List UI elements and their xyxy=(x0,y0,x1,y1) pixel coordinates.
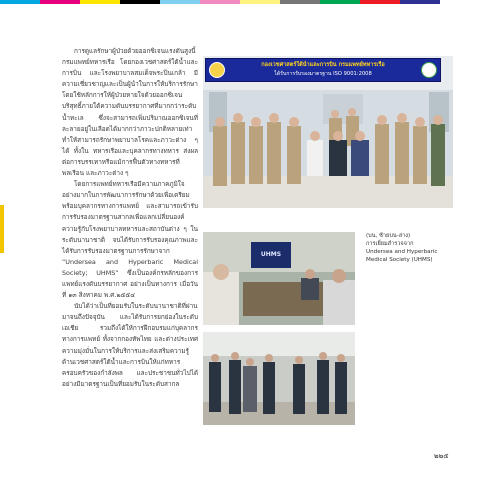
print-color-bar xyxy=(0,0,480,4)
photo-caption xyxy=(366,232,444,264)
iso-banner xyxy=(205,58,441,82)
article-body xyxy=(62,46,198,390)
caption-line: (บน, ซ้ายบน-ล่าง) xyxy=(366,233,411,239)
paragraph-2: โดยการแพทย์ทหารเรือมีความภาคภูมิใจอย่างมากในการพัฒนาการรักษาด้วยเพื่อเตรียมพร้อมบุคลากรทางการแพทย์ และสามารถเข้ารับการรับรองมาตรฐานสากลเพื่อแลกเปลี่ยนองค์ความรู้กับโรงพยาบาลทหารและสถาบันต่าง ๆ ในระดับนานาชาติ จนได้รับการรับรองคุณภาพและได้รับการรับรองมาตรฐานการรักษาจาก “Undersea and Hyperbaric Medical Society; UHMS” ซึ่งเป็นองค์กรหลักของการแพทย์แรงดันบรรยากาศ อย่างเป็นทางการ เมื่อวันที่ ๑๓ สิงหาคม พ.ศ.๒๕๕๔ xyxy=(62,180,198,300)
paragraph-1: การดูแลรักษาผู้ป่วยด้วยออกซิเจนแรงดันสูงนี้ กรมแพทย์ทหารเรือ โดยกองเวชศาสตร์ใต้น้ำและการบิน และโรงพยาบาลสมเด็จพระปิ่นเกล้า มีความเชี่ยวชาญและเป็นผู้นำในการให้บริการรักษาโดยใช้หลักการให้ผู้ป่วยหายใจด้วยออกซิเจนบริสุทธิ์ภายใต้ความดันบรรยากาศที่มากกว่าระดับน้ำทะเล ซึ่งจะสามารถเพิ่มปริมาณออกซิเจนที่ละลายอยู่ในเลือดได้มากกว่าภาวะปกติหลายเท่า ทำให้สามารถรักษาพยาบาลโรคและภาวะต่าง ๆ ได้ ทั้งใน ทหารเรือและบุคลากรทางทหาร ส่งผลต่อการบรรเทาหรือแม้การฟื้นตัวทางทหารที่พลเรือน และภาวะต่าง ๆ xyxy=(62,47,198,178)
caption-line: การเยี่ยมสำรวจจาก xyxy=(366,241,414,247)
caption-line: Undersea and Hyperbaric xyxy=(366,249,438,255)
banner-line-1: กองเวชศาสตร์ใต้น้ำและการบิน กรมแพทย์ทหารเรือ xyxy=(261,62,385,68)
meeting-photo xyxy=(203,232,355,325)
group-photo xyxy=(203,56,453,208)
page-edge-marker xyxy=(0,205,4,253)
tour-photo xyxy=(203,332,355,425)
navy-emblem-icon xyxy=(209,62,225,78)
paragraph-3: นับได้ว่าเป็นที่ยอมรับในระดับนานาชาติที่ผ่านมาจนถึงปัจจุบัน และได้รับการยกย่องในระดับเอเชีย รวมถึงได้ให้การฝึกอบรมแก่บุคลากรทางการแพทย์ ทั้งจากกองทัพไทย และต่างประเทศ ความมุ่งมั่นในการให้บริการและส่งเสริมความรู้ด้านเวชศาสตร์ใต้น้ำและการบินให้แก่ทหาร ครอบครัวของกำลังพล และประชาชนทั่วไปได้อย่างมีมาตรฐานเป็นที่ยอมรับในระดับสากล xyxy=(62,302,198,388)
iso-badge-icon xyxy=(421,62,437,78)
banner-line-2: ได้รับการรับรองมาตรฐาน ISO 9001:2008 xyxy=(274,71,372,77)
tv-screen-label: UHMS xyxy=(260,251,282,258)
caption-line: Medical Society (UHMS) xyxy=(366,257,433,263)
page-number: ๒๒๕ xyxy=(434,452,449,460)
